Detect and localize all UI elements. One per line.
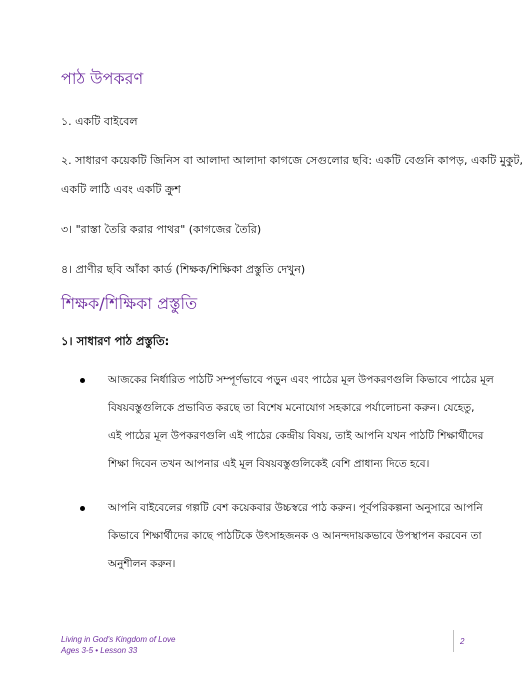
- material-item-2: ২. সাধারণ কয়েকটি জিনিস বা আলাদা আলাদা কাগজে সেগুলোর ছবি: একটি বেগুনি কাপড়, একটি মুকুট,: [61, 154, 523, 167]
- bullet-line: বিষয়বস্তুগুলিকে প্রভাবিত করছে তা বিশেষ মনোযোগ সহকারে পর্যালোচনা করুন। যেহেতু,: [108, 402, 475, 414]
- material-item-3: ৩। "রাস্তা তৈরি করার পাথর" (কাগজের তৈরি): [61, 223, 262, 236]
- bullet-dot-icon: [80, 506, 85, 511]
- bullet-text: [108, 494, 503, 578]
- materials-heading: পাঠ উপকরণ: [61, 69, 144, 88]
- footer-divider: [453, 630, 454, 652]
- bullet-line: এই পাঠের মূল উপকরণগুলি এই পাঠের কেন্দ্রীয় বিষয়, তাই আপনি যখন পাঠটি শিক্ষার্থীদের: [108, 430, 484, 442]
- preparation-heading: শিক্ষক/শিক্ষিকা প্রস্তুতি: [61, 294, 198, 313]
- material-item-1: ১. একটি বাইবেল: [61, 115, 138, 128]
- footer-subtitle: Ages 3-5 • Lesson 33: [61, 646, 138, 655]
- bullet-line: শিক্ষা দিবেন তখন আপনার এই মূল বিষয়বস্তুগুলিকেই বেশি প্রাধান্য দিতে হবে।: [108, 458, 430, 470]
- preparation-subheading: ১। সাধারণ পাঠ প্রস্তুতি:: [61, 334, 170, 348]
- bullet-line: কিভাবে শিক্ষার্থীদের কাছে পাঠটিকে উৎসাহজনক ও আনন্দদায়কভাবে উপস্থাপন করবেন তা: [108, 530, 482, 542]
- material-item-2-continued: একটি লাঠি এবং একটি ক্রুশ: [61, 183, 181, 196]
- page-number: 2: [460, 637, 465, 646]
- footer-title: Living in God's Kingdom of Love: [61, 635, 176, 644]
- bullet-line: অনুশীলন করুন।: [108, 558, 176, 570]
- bullet-line: আপনি বাইবেলের গল্পটি বেশ কয়েকবার উচ্চস্বরে পাঠ করুন। পূর্বপরিকল্পনা অনুসারে আপনি: [108, 502, 483, 514]
- bullet-dot-icon: [80, 378, 85, 383]
- bullet-text: [108, 366, 503, 478]
- footer-info: [61, 634, 175, 656]
- bullet-line: আজকের নির্ধারিত পাঠটি সম্পূর্ণভাবে পড়ুন এবং পাঠের মূল উপকরণগুলি কিভাবে পাঠের মূল: [108, 374, 494, 386]
- material-item-4: ৪। প্রাণীর ছবি আঁকা কার্ড (শিক্ষক/শিক্ষিকা প্রস্তুতি দেখুন): [61, 263, 306, 276]
